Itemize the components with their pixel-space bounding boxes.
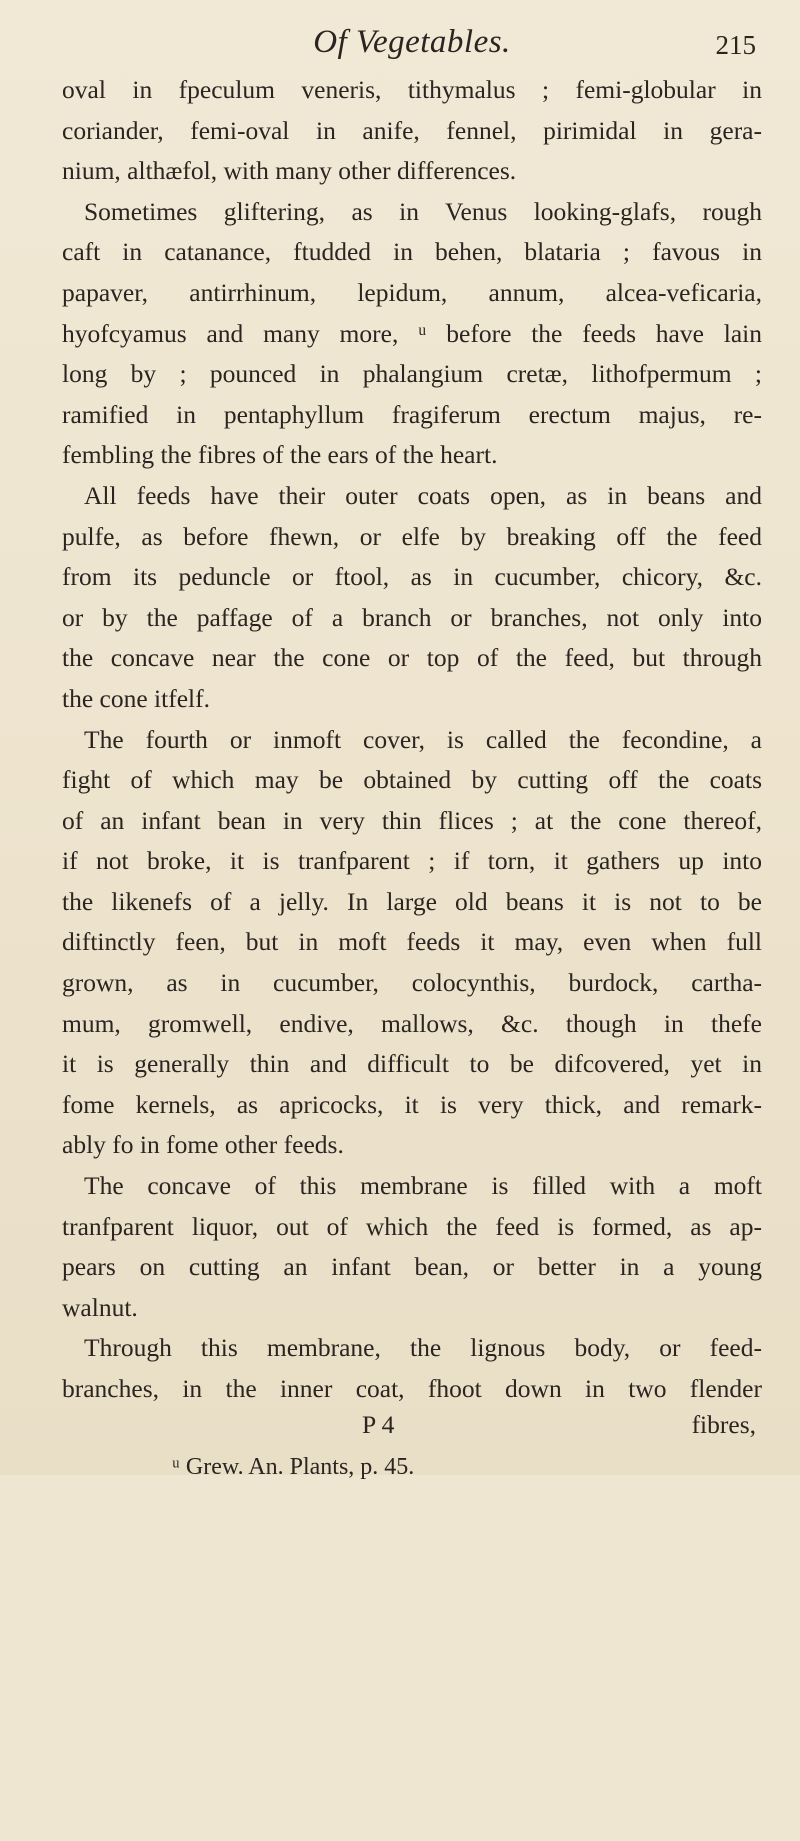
text-line: nium, althæfol, with many other differences. xyxy=(62,156,517,186)
text-line: walnut. xyxy=(62,1292,138,1322)
text-line: Sometimes gliftering, as in Venus looking-glafs, rough xyxy=(84,196,762,226)
text-line: tranfparent liquor, out of which the feed is formed, as ap- xyxy=(62,1211,762,1241)
text-line: The concave of this membrane is filled with a moft xyxy=(84,1171,762,1201)
text-line: caft in catanance, ftudded in behen, blataria ; favous in xyxy=(62,237,762,267)
text-line: coriander, femi-oval in anife, fennel, pirimidal in gera- xyxy=(62,115,762,145)
text-line: it is generally thin and difficult to be difcovered, yet in xyxy=(62,1049,762,1079)
signature-row xyxy=(62,1410,762,1450)
text-line: fembling the fibres of the ears of the heart. xyxy=(62,440,498,470)
text-line: papaver, antirrhinum, lepidum, annum, alcea-veficaria, xyxy=(62,277,762,307)
text-line: grown, as in cucumber, colocynthis, burdock, cartha- xyxy=(62,968,762,998)
signature-mark: P 4 xyxy=(362,1409,395,1439)
text-line: fome kernels, as apricocks, it is very thick, and remark- xyxy=(62,1089,762,1119)
text-line: The fourth or inmoft cover, is called the fecondine, a xyxy=(84,724,762,754)
text-line: oval in fpeculum veneris, tithymalus ; femi-globular in xyxy=(62,75,762,104)
text-line: long by ; pounced in phalangium cretæ, lithofpermum ; xyxy=(62,359,762,389)
blank-page-bottom xyxy=(62,1481,762,1841)
text-line: Through this membrane, the lignous body, or feed- xyxy=(84,1333,762,1363)
text-line: ramified in pentaphyllum fragiferum erectum majus, re- xyxy=(62,399,762,429)
text-line: ably fo in fome other feeds. xyxy=(62,1130,344,1160)
text-line: hyofcyamus and many more, ᵘ before the feeds have lain xyxy=(62,318,762,348)
footnote: ᵘ Grew. An. Plants, p. 45. xyxy=(172,1453,415,1480)
text-line: pulfe, as before fhewn, or elfe by breaking off the feed xyxy=(62,521,762,551)
text-line: diftinctly feen, but in moft feeds it may, even when full xyxy=(62,927,762,957)
body-text xyxy=(62,70,762,1410)
text-line: pears on cutting an infant bean, or better in a young xyxy=(62,1252,762,1282)
text-line: branches, in the inner coat, fhoot down in two flender xyxy=(62,1374,762,1403)
catchword: fibres, xyxy=(691,1409,756,1439)
text-line: the cone itfelf. xyxy=(62,683,210,713)
text-line: from its peduncle or ftool, as in cucumber, chicory, &c. xyxy=(62,562,762,592)
text-line: the likenefs of a jelly. In large old beans it is not to be xyxy=(62,886,762,916)
text-line: fight of which may be obtained by cutting off the coats xyxy=(62,765,762,795)
page-header xyxy=(62,22,762,70)
running-title: Of Vegetables. xyxy=(313,24,511,60)
text-line: mum, gromwell, endive, mallows, &c. though in thefe xyxy=(62,1008,762,1038)
text-line: if not broke, it is tranfparent ; if torn, it gathers up into xyxy=(62,846,762,876)
text-line: of an infant bean in very thin flices ; at the cone thereof, xyxy=(62,805,762,835)
text-line: or by the paffage of a branch or branches, not only into xyxy=(62,602,762,632)
text-line: the concave near the cone or top of the feed, but through xyxy=(62,643,762,673)
page-number: 215 xyxy=(715,30,756,60)
text-line: All feeds have their outer coats open, as in beans and xyxy=(84,480,762,510)
